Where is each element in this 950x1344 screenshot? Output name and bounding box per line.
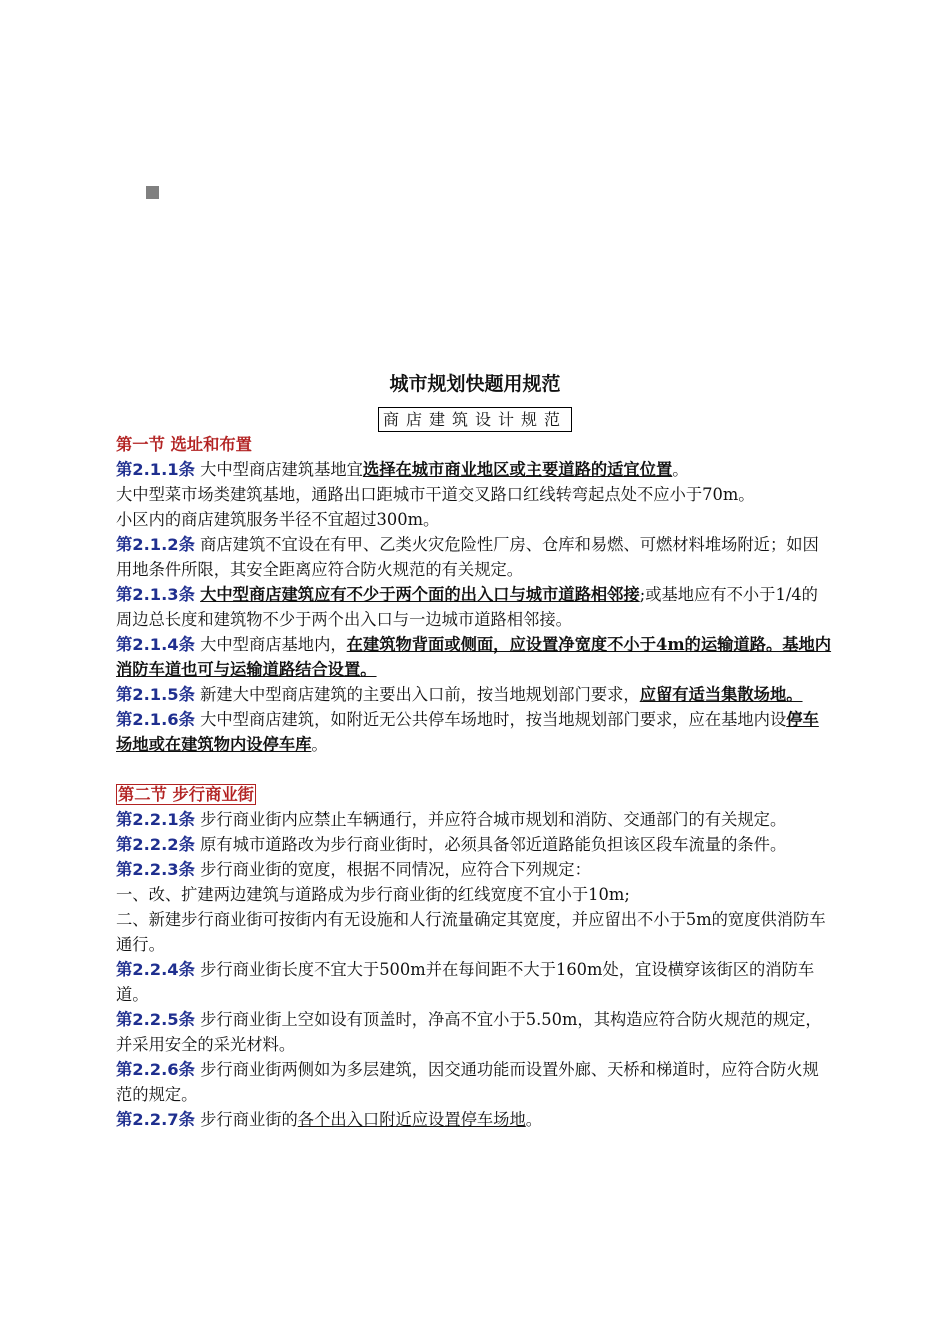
document-subtitle: 商店建筑设计规范: [378, 407, 572, 432]
article-2-2-5: 第2.2.5条 步行商业街上空如设有顶盖时，净高不宜小于5.50m，其构造应符合防火规范的规定，并采用安全的采光材料。: [116, 1010, 822, 1054]
article-2-2-1: 第2.2.1条 步行商业街内应禁止车辆通行，并应符合城市规划和消防、交通部门的有关规定。: [116, 810, 787, 829]
bullet-square-icon: [146, 186, 159, 199]
article-2-1-4: 第2.1.4条 大中型商店基地内，在建筑物背面或侧面，应设置净宽度不小于4m的运输道路。基地内消防车道也可与运输道路结合设置。: [116, 635, 832, 679]
article-2-2-3: 第2.2.3条 步行商业街的宽度，根据不同情况，应符合下列规定：: [116, 860, 591, 879]
document-body: [116, 432, 834, 1132]
document-title: 城市规划快题用规范: [389, 373, 561, 395]
article-number: 第2.1.4条: [116, 635, 195, 654]
article-number: 第2.2.7条: [116, 1110, 195, 1129]
paragraph-radius: 小区内的商店建筑服务半径不宜超过300m。: [116, 510, 440, 529]
article-2-1-2: 第2.1.2条 商店建筑不宜设在有甲、乙类火灾危险性厂房、仓库和易燃、可燃材料堆场附近；如因用地条件所限，其安全距离应符合防火规范的有关规定。: [116, 535, 819, 579]
article-2-2-2: 第2.2.2条 原有城市道路改为步行商业街时，必须具备邻近道路能负担该区段车流量的条件。: [116, 835, 787, 854]
list-item-2: 二、新建步行商业街可按街内有无设施和人行流量确定其宽度，并应留出不小于5m的宽度供消防车通行。: [116, 910, 826, 954]
article-number: 第2.1.3条: [116, 585, 195, 604]
article-number: 第2.2.5条: [116, 1010, 195, 1029]
article-2-1-3: 第2.1.3条 大中型商店建筑应有不少于两个面的出入口与城市道路相邻接;或基地应有不小于1/4的周边总长度和建筑物不少于两个出入口与一边城市道路相邻接。: [116, 585, 818, 629]
list-item-1: 一、改、扩建两边建筑与道路成为步行商业街的红线宽度不宜小于10m;: [116, 885, 630, 904]
article-2-2-4: 第2.2.4条 步行商业街长度不宜大于500m并在每间距不大于160m处，宜设横穿该街区的消防车道。: [116, 960, 815, 1004]
article-number: 第2.2.2条: [116, 835, 195, 854]
article-number: 第2.1.5条: [116, 685, 195, 704]
article-number: 第2.2.3条: [116, 860, 195, 879]
article-2-1-6: 第2.1.6条 大中型商店建筑，如附近无公共停车场地时，按当地规划部门要求，应在基地内设停车场地或在建筑物内设停车库。: [116, 710, 819, 754]
article-number: 第2.1.6条: [116, 710, 195, 729]
article-number: 第2.1.2条: [116, 535, 195, 554]
article-2-2-6: 第2.2.6条 步行商业街两侧如为多层建筑，因交通功能而设置外廊、天桥和梯道时，应符合防火规范的规定。: [116, 1060, 819, 1104]
article-number: 第2.1.1条: [116, 460, 195, 479]
article-2-1-5: 第2.1.5条 新建大中型商店建筑的主要出入口前，按当地规划部门要求，应留有适当集散场地。: [116, 685, 803, 704]
section-heading-1: 第一节 选址和布置: [116, 435, 252, 454]
article-2-1-1: 第2.1.1条 大中型商店建筑基地宜选择在城市商业地区或主要道路的适宜位置。: [116, 460, 689, 479]
paragraph-market: 大中型菜市场类建筑基地，通路出口距城市干道交叉路口红线转弯起点处不应小于70m。: [116, 485, 755, 504]
article-number: 第2.2.6条: [116, 1060, 195, 1079]
article-number: 第2.2.4条: [116, 960, 195, 979]
section-heading-2: 第二节 步行商业街: [118, 785, 254, 804]
article-2-2-7: 第2.2.7条 步行商业街的各个出入口附近应设置停车场地。: [116, 1110, 543, 1129]
article-number: 第2.2.1条: [116, 810, 195, 829]
